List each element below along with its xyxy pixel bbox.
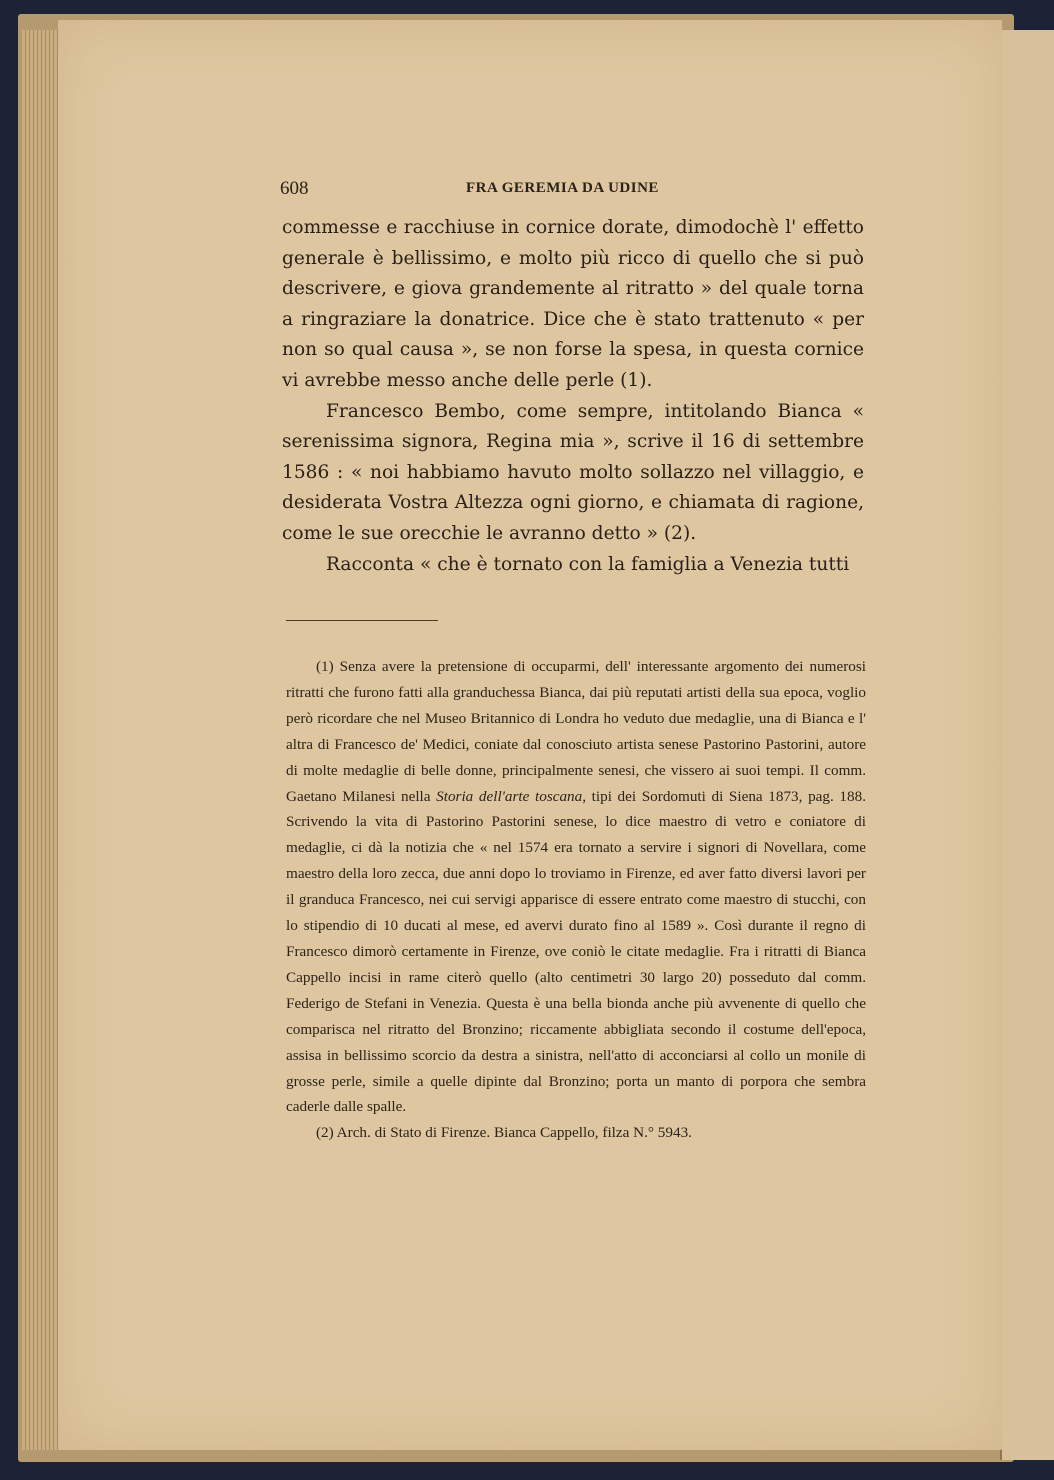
facing-page-edge xyxy=(1000,30,1054,1460)
footnote-2: (2) Arch. di Stato di Firenze. Bianca Cappello, filza N.° 5943. xyxy=(316,1124,692,1142)
running-title: FRA GEREMIA DA UDINE xyxy=(466,180,659,196)
paragraph-2: Francesco Bembo, come sempre, intitolando Bianca « serenissima signora, Regina mia », scrive il 16 di settembre 1586 : « noi habbiamo havuto molto sollazzo nel villaggio, e desiderata Vostra Altezza ogni giorno, e chiamata di ragione, come le sue orecchie le avranno detto » (2). xyxy=(282,400,864,544)
footnote-1-text-a: (1) Senza avere la pretensione di occuparmi, dell' interessante argomento dei numerosi ritratti che furono fatti alla granduchessa Bianca, dai più reputati artisti della sua epoca, voglio però ricordare che nel Museo Britannico di Londra ho veduto due medaglie, una di Bianca e l' altra di Francesco de' Medici, coniate dal conosciuto artista senese Pastorino Pastorini, autore di molte medaglie di belle donne, principalmente senesi, che vissero ai suoi tempi. Il comm. Gaetano Milanesi nella xyxy=(286,658,866,805)
page-edges xyxy=(22,30,62,1450)
main-text xyxy=(282,213,864,580)
footnote-1 xyxy=(286,654,866,1120)
page-header xyxy=(276,178,866,200)
footnote-1-text-b: , tipi dei Sordomuti di Siena 1873, pag. 188. Scrivendo la vita di Pastorino Pastorini senese, lo dice maestro di vetro e coniatore di medaglie, ci dà la notizia che « nel 1574 era tornato a servire i signori di Novellara, come maestro della loro zecca, due anni dopo lo troviamo in Firenze, ed aver fatto diversi lavori per il granduca Francesco, nei cui servigi apparisce di essere entrato come maestro di stucchi, con lo stipendio di 10 ducati al mese, ed avervi durato fino al 1589 ». Così durante il regno di Francesco dimorò certamente in Firenze, ove coniò le citate medaglie. Fra i ritratti di Bianca Cappello incisi in rame citerò quello (alto centimetri 30 largo 20) posseduto dal comm. Federigo de Stefani in Venezia. Questa è una bella bionda anche più avvenente di quello che comparisca nel ritratto del Bronzino; riccamente abbigliata secondo il costume dell'epoca, assisa in bellissimo scorcio da destra a sinistra, nell'atto di acconciarsi al collo un monile di grosse perle, simile a quelle dipinte dal Bronzino; porta un manto di porpora che sembra caderle dalle spalle. xyxy=(286,787,866,1116)
footnotes xyxy=(286,654,866,1146)
paragraph-1: commesse e racchiuse in cornice dorate, dimodochè l' effetto generale è bellissimo, e molto più ricco di quello che si può descrivere, e giova grandemente al ritratto » del quale torna a ringraziare la donatrice. Dice che è stato trattenuto « per non so qual causa », se non forse la spesa, in questa cornice vi avrebbe messo anche delle perle (1). xyxy=(282,217,864,391)
footnote-1-italic-title: Storia dell'arte toscana xyxy=(436,787,583,805)
footnote-separator xyxy=(286,620,438,621)
paragraph-3: Racconta « che è tornato con la famiglia a Venezia tutti xyxy=(326,553,850,575)
page-number: 608 xyxy=(280,178,309,199)
